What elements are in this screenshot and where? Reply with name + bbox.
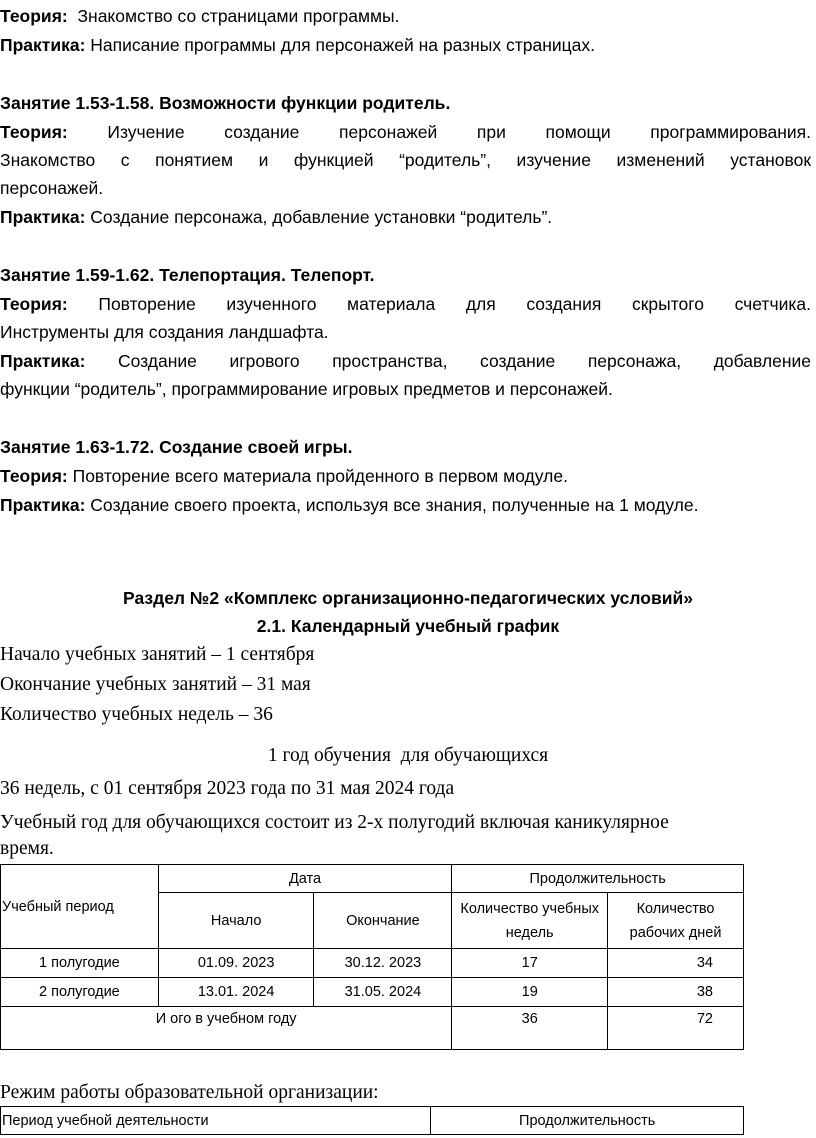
schedule-period: 36 недель, с 01 сентября 2023 года по 31 мая 2024 года xyxy=(0,778,455,799)
cell-start: 01.09. 2023 xyxy=(158,949,314,978)
schedule-weeks: Количество учебных недель – 36 xyxy=(0,704,273,725)
lesson-theory-cont: Инструменты для создания ландшафта. xyxy=(0,322,329,342)
schedule-start: Начало учебных занятий – 1 сентября xyxy=(0,644,315,665)
cell-start: 13.01. 2024 xyxy=(158,978,314,1007)
header-activity-period: Период учебной деятельности xyxy=(1,1107,431,1135)
lesson-theory: Теория: Повторение всего материала пройденного в первом модуле. xyxy=(0,466,568,486)
theory-line-top: Теория: Знакомство со страницами программы. xyxy=(0,6,400,26)
lesson-title: Занятие 1.63-1.72. Создание своей игры. xyxy=(0,437,353,457)
header-activity-duration: Продолжительность xyxy=(431,1107,744,1135)
year-heading: 1 год обучения для обучающихся xyxy=(267,745,549,766)
cell-period: 1 полугодие xyxy=(1,949,159,978)
cell-end: 31.05. 2024 xyxy=(314,978,452,1007)
lesson-title: Занятие 1.59-1.62. Телепортация. Телепорт. xyxy=(0,265,375,285)
header-days: Количество рабочих дней xyxy=(608,893,744,949)
header-end: Окончание xyxy=(314,893,452,949)
lesson-practice: Практика: Создание игрового пространства, создание персонажа, добавление xyxy=(0,351,811,371)
header-start: Начало xyxy=(158,893,314,949)
section-subtitle: 2.1. Календарный учебный график xyxy=(256,616,560,636)
lesson-theory: Теория: Изучение создание персонажей при помощи программирования. xyxy=(0,122,811,142)
schedule-end: Окончание учебных занятий – 31 мая xyxy=(0,674,311,695)
table-row-total xyxy=(1,1007,744,1050)
table-row xyxy=(1,949,744,978)
lesson-practice: Практика: Создание персонажа, добавление установки “родитель”. xyxy=(0,207,553,227)
section-title: Раздел №2 «Комплекс организационно-педагогических условий» xyxy=(123,588,693,608)
cell-total-weeks: 36 xyxy=(452,1007,608,1050)
lesson-practice-cont: функции “родитель”, программирование игровых предметов и персонажей. xyxy=(0,379,613,399)
cell-end: 30.12. 2023 xyxy=(314,949,452,978)
calendar-table xyxy=(0,864,744,1050)
lesson-practice: Практика: Создание своего проекта, используя все знания, полученные на 1 модуле. xyxy=(0,495,699,515)
cell-weeks: 19 xyxy=(452,978,608,1007)
cell-total-days: 72 xyxy=(608,1007,744,1050)
schedule-note-cont: время. xyxy=(0,838,54,859)
cell-period: 2 полугодие xyxy=(1,978,159,1007)
lesson-theory-cont: персонажей. xyxy=(0,178,104,198)
cell-total-label: И ого в учебном году xyxy=(1,1007,452,1050)
schedule-note: Учебный год для обучающихся состоит из 2-х полугодий включая каникулярное xyxy=(0,812,669,833)
header-duration: Продолжительность xyxy=(452,865,744,893)
header-period: Учебный период xyxy=(1,865,159,949)
header-weeks: Количество учебных недель xyxy=(452,893,608,949)
table-row xyxy=(1,978,744,1007)
lesson-theory-cont: Знакомство с понятием и функцией “родитель”, изучение изменений установок xyxy=(0,150,811,170)
cell-days: 34 xyxy=(608,949,744,978)
lesson-title: Занятие 1.53-1.58. Возможности функции родитель. xyxy=(0,93,451,113)
cell-weeks: 17 xyxy=(452,949,608,978)
cell-days: 38 xyxy=(608,978,744,1007)
practice-line-top: Практика: Написание программы для персонажей на разных страницах. xyxy=(0,35,596,55)
mode-table xyxy=(0,1106,744,1135)
header-date: Дата xyxy=(158,865,452,893)
mode-heading: Режим работы образовательной организации: xyxy=(0,1082,379,1103)
lesson-theory: Теория: Повторение изученного материала для создания скрытого счетчика. xyxy=(0,294,811,314)
